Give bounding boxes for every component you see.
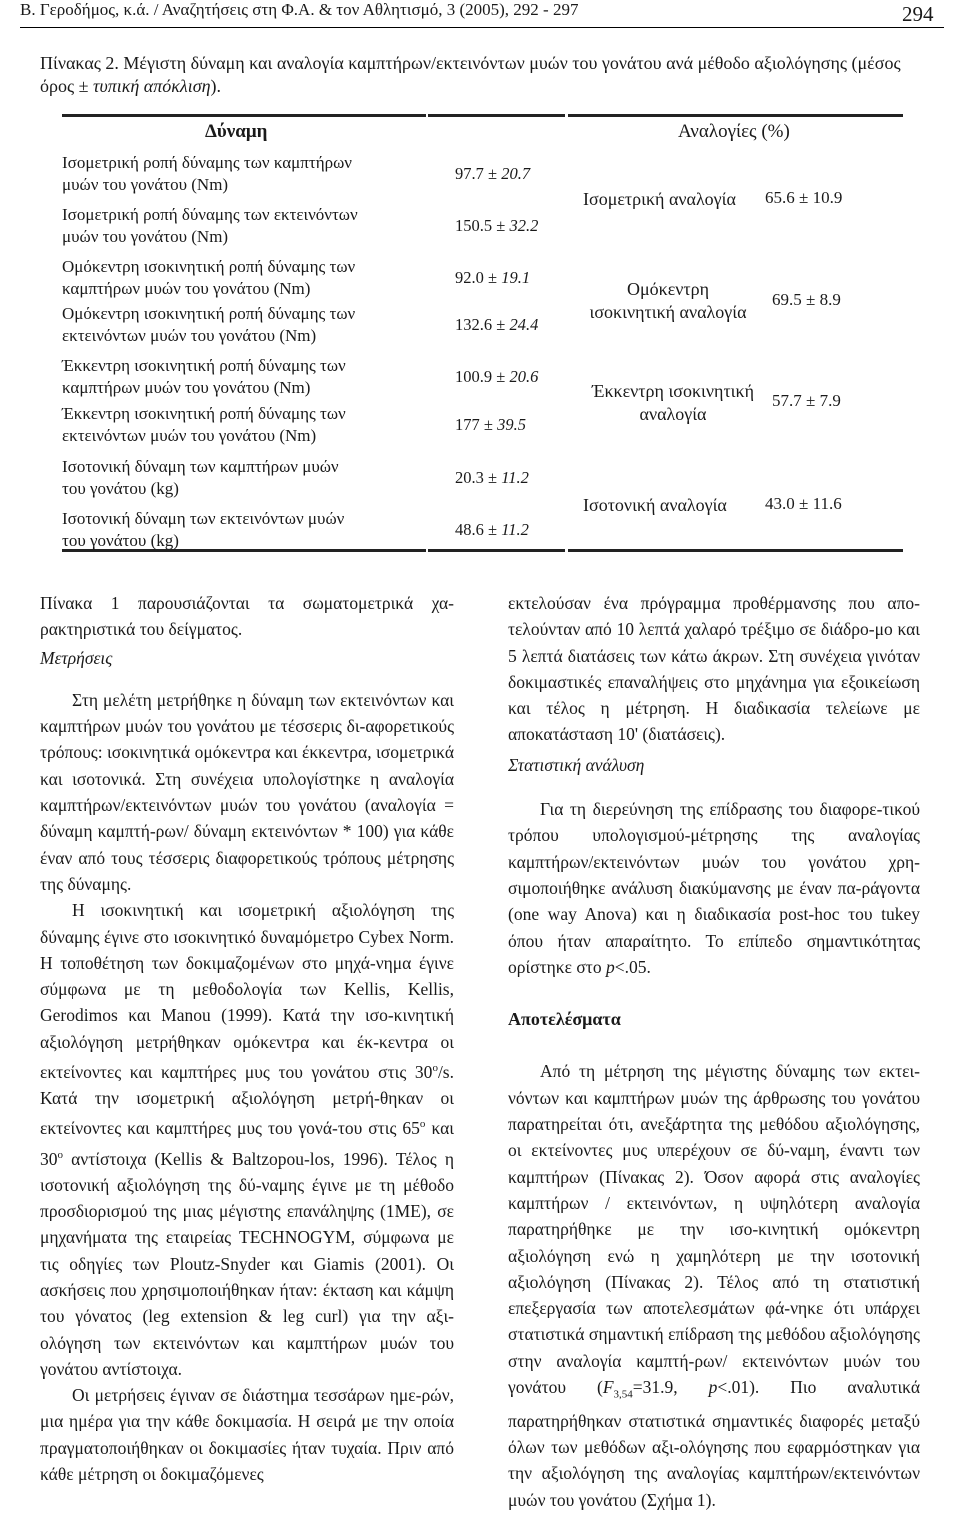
strength-sd: 24.4	[509, 315, 539, 334]
strength-header: Δύναμη	[205, 121, 268, 142]
ratio-row-label	[583, 380, 763, 426]
strength-sd: 32.2	[509, 216, 539, 235]
results-paragraph: Από τη μέτρηση της μέγιστης δύναμης των εκτει-νόντων και καμπτήρων μυών της άρθρωσης του γονάτου παρατηρείται ότι, ανεξάρτητα της μεθόδου αξιολόγησης, οι εκτείνοντες μυς υπερέχουν σε δύ-ναμη, έναντι των καμπτήρων (Πίνακας 2). Όσον αφορά στις αναλογίες καμπτήρων / εκτεινόντων, η υψηλότερη αναλογία παρατηρήθηκε με την ισο-κινητική ομόκεντρη αξιολόγηση ενώ η χαμηλότερη με την ισοτονική αξιολόγηση (Πίνακας 2). Τέλος από τη στατιστική επεξεργασία των αποτελεσμάτων φά-νηκε ότι υπάρχει στατιστικά σημαντική επίδραση της μεθόδου αξιολόγησης στην αναλογία καμπτή-ρων/ εκτεινόντων μυών του γονάτου ($F_{3,54}=31.9$, p<.01). Πιο αναλυτικά παρατηρήθηκαν στατιστικά σημαντικές διαφορές μεταξύ όλων των μεθόδων αξι-ολόγησης που εφαρμόστηκαν για την αξιολόγηση της αναλογίας καμπτήρων/εκτεινόντων μυών του γονάτου (Σχήμα 1).	[508, 1061, 920, 1510]
measurements-heading: Μετρήσεις	[40, 647, 113, 668]
strength-row-value	[455, 468, 529, 488]
strength-mean: 92.0 ±	[455, 268, 498, 287]
strength-sd: 20.7	[501, 164, 531, 183]
strength-row-label-line2: μυών του γονάτου (Nm)	[62, 175, 229, 194]
strength-row-label-line2: εκτεινόντων μυών του γονάτου (Nm)	[62, 326, 317, 345]
table-bottom-rule-3	[568, 549, 903, 552]
strength-row-label	[62, 355, 422, 399]
strength-row-value	[455, 315, 538, 335]
strength-row-label-line1: Έκκεντρη ισοκινητική ροπή δύναμης των	[62, 356, 346, 375]
strength-row-label-line1: Ισομετρική ροπή δύναμης των εκτεινόντων	[62, 205, 358, 224]
ratio-row-value: 57.7 ± 7.9	[772, 391, 841, 410]
strength-sd: 11.2	[501, 468, 529, 487]
strength-mean: 97.7 ±	[455, 164, 498, 183]
strength-sd: 19.1	[501, 268, 531, 287]
ratio-row-value: 65.6 ± 10.9	[765, 188, 843, 207]
strength-mean: 132.6 ±	[455, 315, 506, 334]
strength-row-label-line1: Ισομετρική ροπή δύναμης των καμπτήρων	[62, 153, 352, 172]
intro-paragraph: Πίνακα 1 παρουσιάζονται τα σωματομετρικά χα-ρακτηριστικά του δείγματος.	[40, 593, 454, 640]
strength-sd: 11.2	[501, 520, 529, 539]
strength-row-label	[62, 303, 422, 347]
strength-row-value	[455, 216, 538, 236]
ratio-row-label-line2: αναλογία	[639, 404, 707, 424]
measurements-paragraph-3: Οι μετρήσεις έγιναν σε διάστημα τεσσάρων ημε-ρών, μια ημέρα για την κάθε δοκιμασία. Η σειρά με την οποία πραγματοποιήθηκαν οι δοκιμασίες ήταν τυχαία. Πριν από κάθε μέτρηση οι δοκιμαζόμενες	[40, 1385, 454, 1484]
table-top-rule-1	[62, 114, 426, 117]
page-number: 294	[902, 2, 934, 26]
caption-italic: τυπική απόκλιση	[93, 76, 211, 96]
running-header: Β. Γεροδήμος, κ.ά. / Αναζητήσεις στη Φ.Α. & τον Αθλητισμό, 3 (2005), 292 - 297	[20, 0, 579, 19]
strength-row-label	[62, 152, 422, 196]
ratio-row-value: 69.5 ± 8.9	[772, 290, 841, 309]
strength-row-label-line2: καμπτήρων μυών του γονάτου (Nm)	[62, 378, 311, 397]
strength-row-label-line2: καμπτήρων μυών του γονάτου (Nm)	[62, 279, 311, 298]
strength-row-label-line1: Ισοτονική δύναμη των εκτεινόντων μυών	[62, 509, 345, 528]
warmup-paragraph: εκτελούσαν ένα πρόγραμμα προθέρμανσης που απο-τελούνταν από 10 λεπτά χαλαρό τρέξιμο σε διάδρο-μο και 5 λεπτά διατάσεις των κάτω άκρων. Στη συνέχεια γινόταν δοκιμαστικές επαναλήψεις στο μηχάνημα για εξοικείωση και τέλος η μέτρηση. Η διαδικασία τελείωνε με αποκατάσταση 10' (διατάσεις).	[508, 593, 920, 745]
caption-lead: Πίνακας 2.	[40, 53, 119, 73]
strength-row-label-line1: Ισοτονική δύναμη των καμπτήρων μυών	[62, 457, 339, 476]
strength-row-label	[62, 508, 422, 552]
strength-mean: 100.9 ±	[455, 367, 506, 386]
strength-row-label	[62, 204, 422, 248]
ratio-row-label	[578, 278, 758, 324]
caption-text: Μέγιστη δύναμη και αναλογία καμπτήρων/εκτεινόντων μυών του γονάτου ανά μέθοδο αξιολόγησης (μέσος όρος ±	[40, 53, 901, 96]
strength-mean: 20.3 ±	[455, 468, 498, 487]
table-top-rule-3	[568, 114, 903, 117]
strength-row-label-line1: Ομόκεντρη ισοκινητική ροπή δύναμης των	[62, 304, 356, 323]
strength-row-label-line1: Ομόκεντρη ισοκινητική ροπή δύναμης των	[62, 257, 356, 276]
left-column	[40, 590, 454, 1487]
strength-row-label-line1: Έκκεντρη ισοκινητική ροπή δύναμης των	[62, 404, 346, 423]
header-rule	[20, 27, 944, 28]
ratio-header: Αναλογίες (%)	[678, 121, 790, 142]
measurements-paragraph-2: Η ισοκινητική και ισομετρική αξιολόγηση της δύναμης έγινε στο ισοκινητικό δυναμόμετρο Cybex Norm. Η τοποθέτηση των δοκιμαζομένων στο μηχά-νημα έγινε σύμφωνα με τη μεθοδολογία των Kellis, Kellis, Gerodimos και Manou (1999). Κατά την ισο-κινητική αξιολόγηση μετρήθηκαν ομόκεντρα και έκ-κεντρα οι εκτείνοντες και καμπτήρες μυς του γονάτου στις $30^o/s$. Κατά την ισομετρική αξιολόγηση μετρή-θηκαν οι εκτείνοντες και καμπτήρες μυς του γονά-του στις $65^o$ και $30^o$ αντίστοιχα (Kellis & Baltzopou-los, 1996). Τέλος η ισοτονική αξιολόγηση της δύ-ναμης έγινε με τη μέθοδο προσδιορισμού της μιας μέγιστης επανάληψης (1ΜΕ), σε μηχανήματα της εταιρείας TECHNOGYM, σύμφωνα με τις οδηγίες των Ploutz-Snyder και Giamis (2001). Οι ασκήσεις που χρησιμοποιήθηκαν ήταν: έκταση και κάμψη του γόνατος (leg extension & leg curl) για την αξι-ολόγηση των εκτεινόντων και καμπτήρων μυών του γονάτου αντίστοιχα.	[40, 900, 454, 1379]
ratio-row-label-line1: Ομόκεντρη	[626, 279, 710, 299]
ratio-row-label-line1: Ισοτονική αναλογία	[583, 495, 727, 515]
stats-heading: Στατιστική ανάλυση	[508, 754, 645, 775]
strength-sd: 39.5	[497, 415, 526, 434]
strength-mean: 150.5 ±	[455, 216, 506, 235]
strength-row-value	[455, 367, 538, 387]
strength-row-value	[455, 415, 526, 435]
strength-mean: 177 ±	[455, 415, 493, 434]
ratio-row-value: 43.0 ± 11.6	[765, 494, 842, 513]
strength-row-value	[455, 268, 530, 288]
table-bottom-rule-2	[428, 549, 565, 552]
strength-row-value	[455, 520, 529, 540]
strength-row-label	[62, 403, 422, 447]
strength-row-label-line2: εκτεινόντων μυών του γονάτου (Nm)	[62, 426, 317, 445]
strength-row-label-line2: του γονάτου (kg)	[62, 479, 179, 498]
strength-row-value	[455, 164, 530, 184]
strength-row-label-line2: του γονάτου (kg)	[62, 531, 179, 550]
strength-row-label	[62, 256, 422, 300]
strength-sd: 20.6	[509, 367, 539, 386]
table-top-rule-2	[428, 114, 565, 117]
ratio-row-label	[583, 494, 727, 517]
strength-mean: 48.6 ±	[455, 520, 498, 539]
stats-paragraph: Για τη διερεύνηση της επίδρασης του διαφορε-τικού τρόπου υπολογισμού-μέτρησης της αναλογίας καμπτήρων/εκτεινόντων μυών του γονάτου χρη-σιμοποιήθηκε ανάλυση διακύμανσης με έναν πα-ράγοντα (one way Anova) και η διαδικασία post-hoc του tukey όπου ήταν απαραίτητο. Το επίπεδο σημαντικότητας ορίστηκε στο p<.05.	[508, 799, 920, 977]
ratio-row-label-line1: Έκκεντρη ισοκινητική	[591, 381, 755, 401]
right-column	[508, 590, 920, 1513]
caption-tail: ).	[210, 76, 222, 96]
ratio-row-label-line1: Ισομετρική αναλογία	[583, 189, 736, 209]
ratio-row-label-line2: ισοκινητική αναλογία	[589, 302, 747, 322]
measurements-paragraph-1: Στη μελέτη μετρήθηκε η δύναμη των εκτεινόντων και καμπτήρων μυών του γονάτου με τέσσερις δι-αφορετικούς τρόπους: ισοκινητικά ομόκεντρα και έκκεντρα, ισομετρικά και ισοτονικά. Στη συνέχεια υπολογίστηκε η αναλογία καμπτήρων/εκτεινόντων μυών του γονάτου (αναλογία = δύναμη καμπτή-ρων/ δύναμη εκτεινόντων * 100) για κάθε έναν από τους τέσσερις διαφορετικούς τρόπους μέτρησης της δύναμης.	[40, 689, 454, 894]
results-heading: Αποτελέσματα	[508, 1009, 621, 1030]
table-caption	[40, 52, 920, 98]
strength-row-label-line2: μυών του γονάτου (Nm)	[62, 227, 229, 246]
strength-row-label	[62, 456, 422, 500]
ratio-row-label	[583, 188, 736, 211]
